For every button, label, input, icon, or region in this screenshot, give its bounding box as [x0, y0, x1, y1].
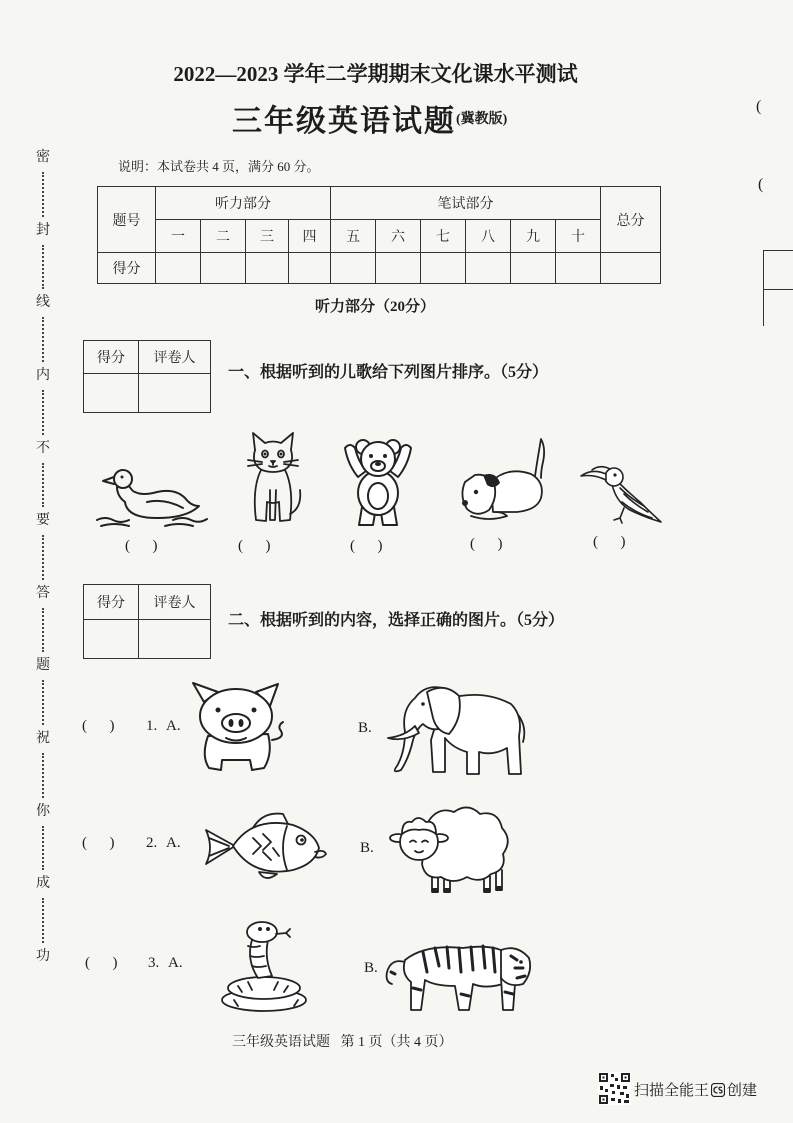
- margin-dots: [42, 898, 44, 943]
- section-number: 十: [556, 220, 601, 253]
- margin-char: 内: [36, 367, 50, 383]
- edge-mark: (: [756, 98, 762, 115]
- score-table: [97, 186, 661, 284]
- item-number: 3.: [148, 955, 160, 971]
- answer-blank: ( ): [85, 955, 118, 971]
- edge-mark: (: [758, 176, 764, 193]
- option-b-label: B.: [358, 720, 372, 736]
- score-cell: [466, 253, 511, 284]
- score-label: 得分: [84, 341, 139, 374]
- question2-title: 二、根据听到的内容，选择正确的图片。（5分）: [228, 612, 565, 629]
- score-cell: [156, 253, 201, 284]
- section-number: 八: [466, 220, 511, 253]
- answer-blank: ( ): [82, 835, 115, 851]
- qr-code-icon: [598, 1072, 631, 1105]
- score-cell: [84, 374, 139, 413]
- margin-char: 线: [36, 295, 50, 311]
- score-cell: [421, 253, 466, 284]
- score-cell: [246, 253, 289, 284]
- pig-picture: [188, 680, 288, 776]
- section-number: 三: [246, 220, 289, 253]
- margin-char: 不: [36, 440, 50, 456]
- score-cell: [376, 253, 421, 284]
- score-label: 得分: [84, 585, 139, 620]
- answer-blank: ( ): [350, 538, 383, 554]
- margin-char: 要: [36, 513, 50, 529]
- answer-blank: ( ): [470, 536, 503, 552]
- margin-dots: [42, 390, 44, 435]
- score-cell: [331, 253, 376, 284]
- cat-picture: [242, 430, 304, 526]
- bird-picture: [578, 462, 663, 524]
- score-cell: [84, 620, 139, 659]
- question1-title: 一、根据听到的儿歌给下列图片排序。（5分）: [228, 364, 549, 381]
- grader-label: 评卷人: [139, 585, 211, 620]
- item-number: 1.: [146, 718, 158, 734]
- score-cell: [201, 253, 246, 284]
- dog-picture: [455, 436, 547, 528]
- grader-box: [83, 340, 211, 413]
- page-footer: 三年级英语试题 第 1 页（共 4 页）: [232, 1035, 453, 1050]
- margin-char: 你: [36, 803, 50, 819]
- grader-cell: [139, 374, 211, 413]
- exam-title-main: 三年级英语试题: [232, 105, 456, 138]
- score-cell: [289, 253, 331, 284]
- fish-picture: [203, 808, 329, 884]
- listening-section-title: 听力部分（20分）: [314, 299, 435, 315]
- margin-dots: [42, 172, 44, 217]
- section-number: 九: [511, 220, 556, 253]
- margin-dots: [42, 245, 44, 290]
- option-b-label: B.: [360, 840, 374, 856]
- answer-blank: ( ): [238, 538, 271, 554]
- margin-char: 成: [36, 876, 50, 892]
- option-a-label: A.: [166, 718, 181, 734]
- watermark-text: 创建: [727, 1083, 758, 1099]
- answer-blank: ( ): [125, 538, 158, 554]
- score-cell: [511, 253, 556, 284]
- margin-char: 密: [36, 150, 50, 165]
- margin-char: 功: [36, 949, 50, 965]
- margin-dots: [42, 826, 44, 871]
- listening-part-header: 听力部分: [156, 187, 331, 220]
- grader-box: [83, 584, 211, 659]
- scanner-watermark: [634, 1079, 757, 1100]
- sheep-picture: [388, 798, 514, 898]
- grader-label: 评卷人: [139, 341, 211, 374]
- margin-dots: [42, 535, 44, 580]
- margin-dots: [42, 680, 44, 725]
- grader-cell: [139, 620, 211, 659]
- option-b-label: B.: [364, 960, 378, 976]
- answer-blank: ( ): [82, 718, 115, 734]
- margin-dots: [42, 463, 44, 508]
- watermark-text: 扫描全能王: [634, 1083, 710, 1099]
- edition-label: (冀教版): [456, 112, 508, 127]
- section-number: 六: [376, 220, 421, 253]
- margin-dots: [42, 753, 44, 798]
- margin-dots: [42, 317, 44, 362]
- section-number: 一: [156, 220, 201, 253]
- tiger-picture: [383, 932, 533, 1014]
- margin-dots: [42, 608, 44, 653]
- margin-char: 答: [36, 585, 50, 601]
- writing-part-header: 笔试部分: [331, 187, 601, 220]
- edge-table-fragment: [763, 250, 793, 326]
- margin-char: 封: [36, 222, 50, 238]
- score-cell: [556, 253, 601, 284]
- margin-char: 题: [36, 658, 50, 674]
- total-score-header: 总分: [601, 187, 661, 253]
- section-number: 五: [331, 220, 376, 253]
- option-a-label: A.: [168, 955, 183, 971]
- elephant-picture: [383, 678, 528, 778]
- camscanner-logo-icon: [711, 1083, 725, 1097]
- item-number: 2.: [146, 835, 158, 851]
- score-row-label: 得分: [98, 253, 156, 284]
- section-number: 七: [421, 220, 466, 253]
- answer-blank: ( ): [593, 534, 626, 550]
- snake-picture: [218, 918, 310, 1014]
- instructions: 说明：本试卷共 4 页，满分 60 分。: [118, 159, 320, 174]
- option-a-label: A.: [166, 835, 181, 851]
- question-number-header: 题号: [98, 187, 156, 253]
- duck-picture: [95, 462, 210, 528]
- margin-char: 祝: [36, 731, 50, 747]
- score-cell: [601, 253, 661, 284]
- exam-title-line1: 2022—2023 学年二学期期末文化课水平测试: [173, 62, 578, 86]
- section-number: 四: [289, 220, 331, 253]
- section-number: 二: [201, 220, 246, 253]
- bear-picture: [342, 435, 414, 527]
- binding-margin: [33, 150, 53, 965]
